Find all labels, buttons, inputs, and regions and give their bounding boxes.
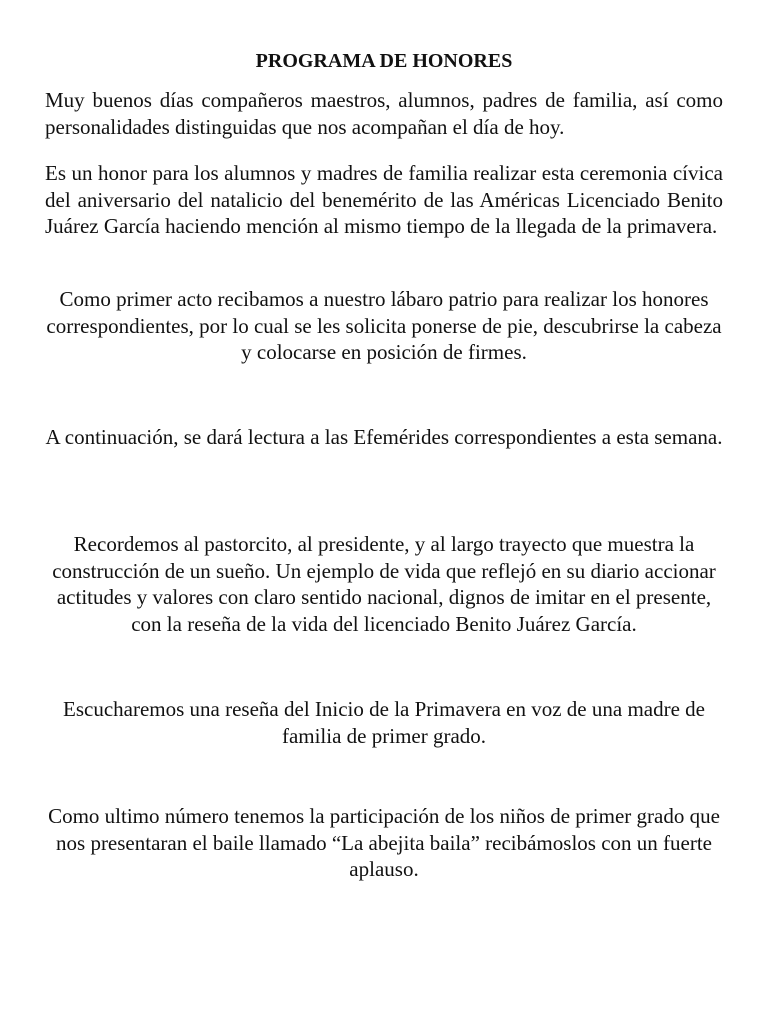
paragraph-flag-honors: Como primer acto recibamos a nuestro lábaro patrio para realizar los honores correspondientes, por lo cual se les solicita ponerse de pie, descubrirse la cabeza y colocarse en posición de firmes. — [46, 287, 722, 364]
paragraph-greeting: Muy buenos días compañeros maestros, alumnos, padres de familia, así como personalidades distinguidas que nos acompañan el día de hoy. — [45, 88, 723, 139]
document-page — [45, 0, 723, 1024]
document-title: PROGRAMA DE HONORES — [255, 50, 513, 72]
paragraph-benito-juarez: Recordemos al pastorcito, al presidente, y al largo trayecto que muestra la construcción de un sueño. Un ejemplo de vida que reflejó en su diario accionar actitudes y valores con claro sentido nacional, dignos de imitar en el presente, con la reseña de la vida del licenciado Benito Juárez García. — [52, 532, 716, 636]
paragraph-introduction: Es un honor para los alumnos y madres de familia realizar esta ceremonia cívica del aniversario del natalicio del benemérito de las Américas Licenciado Benito Juárez García haciendo mención al mismo tiempo de la llegada de la primavera. — [45, 161, 723, 238]
paragraph-closing-dance: Como ultimo número tenemos la participación de los niños de primer grado que nos presentaran el baile llamado “La abejita baila” recibámoslos con un fuerte aplauso. — [48, 804, 720, 881]
paragraph-spring-review: Escucharemos una reseña del Inicio de la Primavera en voz de una madre de familia de primer grado. — [63, 697, 705, 748]
paragraph-efemerides: A continuación, se dará lectura a las Efemérides correspondientes a esta semana. — [45, 425, 723, 449]
